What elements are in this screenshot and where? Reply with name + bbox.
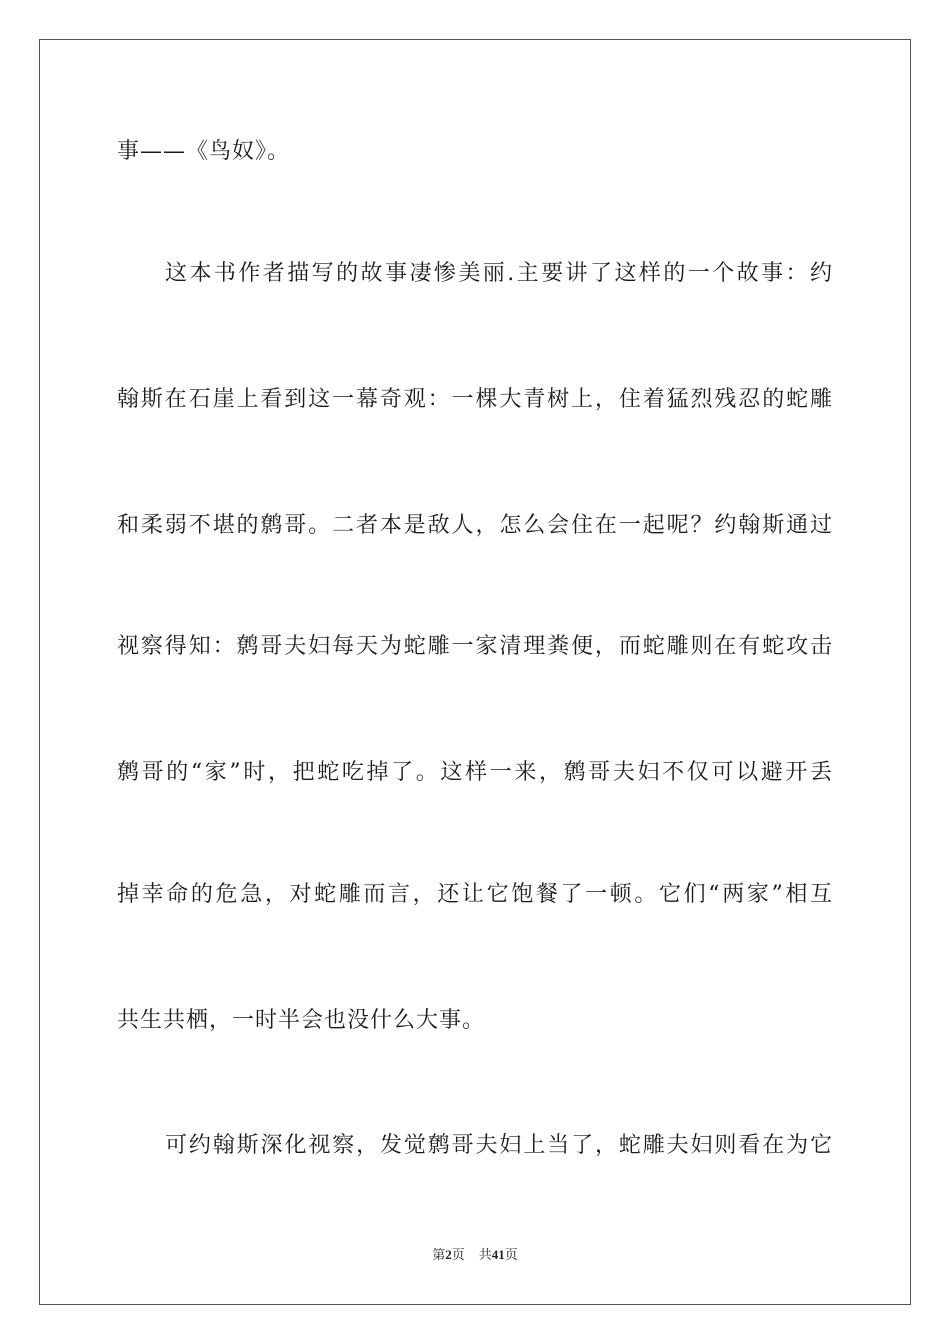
paragraph-start-line: 这本书作者描写的故事凄惨美丽.主要讲了这样的一个故事：约 [165,261,833,286]
text-line: 视察得知：鹩哥夫妇每天为蛇雕一家清理粪便，而蛇雕则在有蛇攻击 [117,634,833,659]
text-line: 共生共栖，一时半会也没什么大事。 [117,1008,486,1033]
text-line: 掉幸命的危急，对蛇雕而言，还让它饱餐了一顿。它们“两家”相互 [117,882,833,907]
total-suffix: 页 [504,1247,518,1262]
text-line: 翰斯在石崖上看到这一幕奇观：一棵大青树上，住着猛烈残忍的蛇雕 [117,387,833,412]
page-prefix: 第 [432,1247,446,1262]
total-prefix: 共 [478,1247,492,1262]
text-line: 事——《鸟奴》。 [117,139,291,164]
text-line: 鹩哥的“家”时，把蛇吃掉了。这样一来，鹩哥夫妇不仅可以避开丢 [117,760,833,785]
page-suffix: 页 [451,1247,465,1262]
text-line: 和柔弱不堪的鹩哥。二者本是敌人，怎么会住在一起呢？约翰斯通过 [117,513,833,538]
paragraph-start-line: 可约翰斯深化视察，发觉鹩哥夫妇上当了，蛇雕夫妇则看在为它 [165,1133,833,1158]
page-footer [0,1246,950,1264]
page-number: 2 [445,1247,452,1262]
page-border [39,39,911,1305]
total-pages: 41 [491,1247,505,1262]
